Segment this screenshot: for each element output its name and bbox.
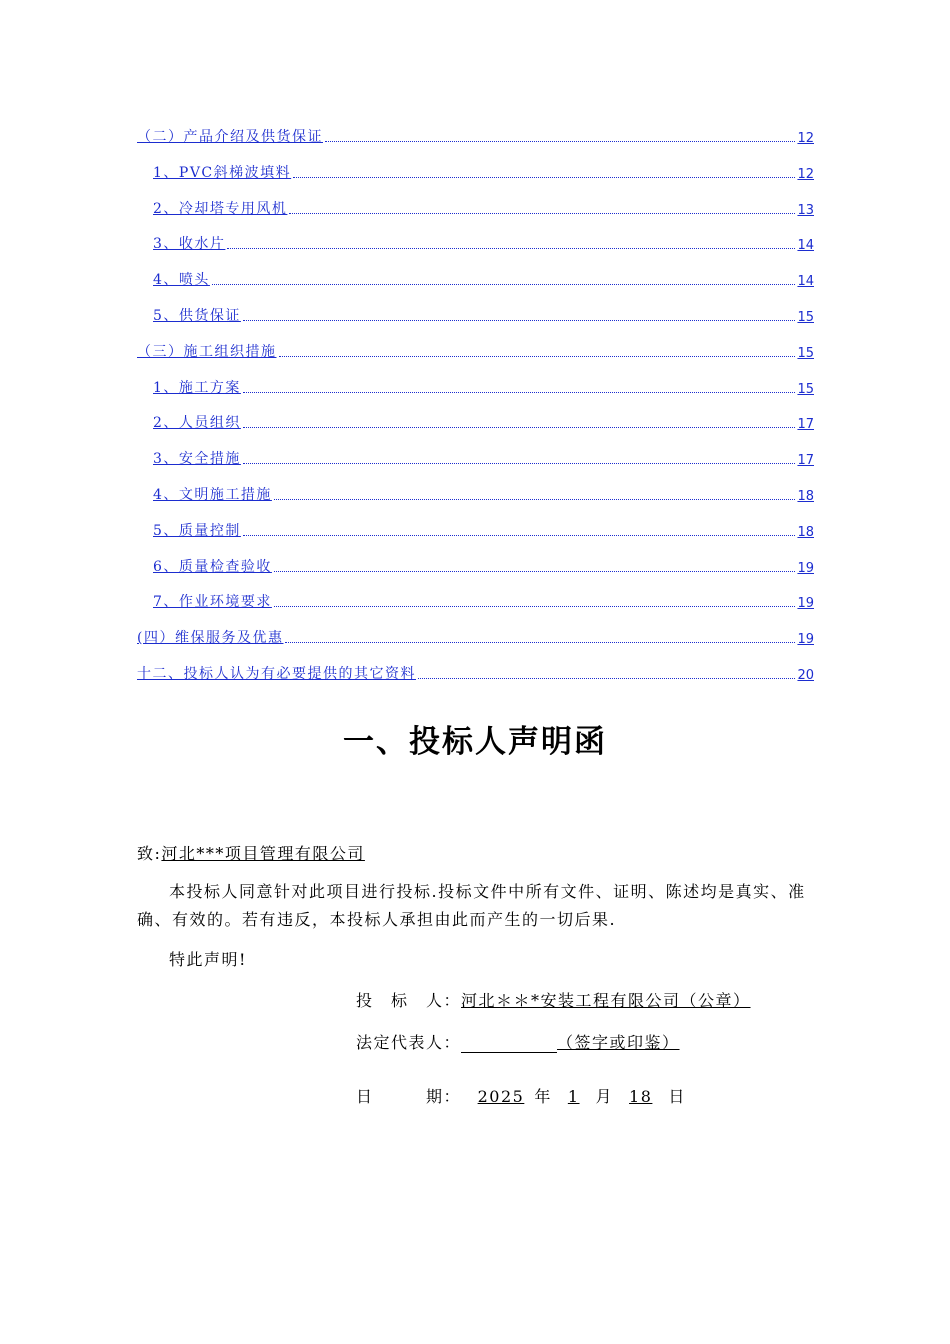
toc-entry[interactable] [137,410,814,432]
toc-entry[interactable] [137,518,814,540]
date-day: 18 [629,1087,653,1106]
toc-entry[interactable] [137,124,814,146]
bidder-line [356,988,751,1011]
toc-entry-page: 17 [797,453,814,469]
toc-entry-page: 19 [797,632,814,648]
toc-leader-dots [285,641,795,643]
date-month: 1 [567,1087,580,1106]
toc-leader-dots [212,283,796,285]
toc-leader-dots [243,426,796,428]
representative-blank [461,1034,557,1053]
toc-entry-label: （三）施工组织措施 [137,343,277,360]
date-line [356,1084,686,1107]
toc-leader-dots [274,570,796,572]
recipient-name: 河北***项目管理有限公司 [161,844,365,863]
toc-entry[interactable] [137,160,814,182]
declaration-text: 特此声明! [169,950,247,969]
toc-entry-label: 2、人员组织 [153,415,241,432]
toc-entry[interactable] [137,267,814,289]
toc-entry[interactable] [137,482,814,504]
toc-entry-label: 1、施工方案 [153,379,241,396]
toc-entry[interactable] [137,589,814,611]
date-year: 2025 [477,1087,525,1106]
section-heading: 一、投标人声明函 [343,724,607,760]
date-month-unit: 月 [595,1087,614,1106]
statement-paragraph: 本投标人同意针对此项目进行投标.投标文件中所有文件、证明、陈述均是真实、准确、有效的。若有违反，本投标人承担由此而产生的一切后果. [137,882,806,929]
toc-leader-dots [243,534,796,536]
toc-leader-dots [227,247,795,249]
toc-leader-dots [274,605,796,607]
representative-value: （签字或印鉴） [557,1033,680,1052]
recipient-line [137,840,365,868]
toc-entry[interactable] [137,446,814,468]
toc-entry[interactable] [137,554,814,576]
toc-entry[interactable] [137,339,814,361]
toc-entry[interactable] [137,231,814,253]
toc-entry-page: 18 [797,524,814,540]
toc-entry-label: 1、PVC斜梯波填料 [153,164,292,181]
toc-entry-page: 15 [797,381,814,397]
toc-entry-page: 13 [797,202,814,218]
toc-entry-page: 12 [797,131,814,146]
toc-leader-dots [325,140,795,142]
toc-entry-label: (四）维保服务及优惠 [137,630,284,647]
toc-entry[interactable] [137,661,814,683]
date-label: 日 期： [356,1087,462,1106]
toc-entry-page: 12 [797,166,814,182]
toc-entry-label: 十二、投标人认为有必要提供的其它资料 [137,666,416,682]
date-year-unit: 年 [534,1087,552,1106]
toc-leader-dots [293,176,795,178]
toc-leader-dots [418,677,795,679]
toc-entry[interactable] [137,375,814,397]
toc-entry-page: 15 [797,310,814,325]
toc-leader-dots [243,391,796,393]
toc-entry-page: 14 [797,274,814,290]
toc-entry-page: 19 [797,596,814,612]
toc-entry-label: 5、供货保证 [153,308,241,324]
toc-entry-label: 2、冷却塔专用风机 [153,200,288,217]
toc-entry-label: 3、安全措施 [153,451,241,468]
toc-entry-label: 7、作业环境要求 [153,594,272,611]
toc-entry[interactable] [137,303,814,325]
bidder-value: 河北＊＊*安装工程有限公司（公章） [461,991,751,1010]
toc-entry-label: 3、收水片 [153,236,226,253]
bidder-label: 投 标 人： [356,991,462,1010]
toc-entry-page: 14 [797,238,814,254]
toc-entry-label: 5、质量控制 [153,522,241,539]
toc-leader-dots [289,212,795,214]
toc-entry-label: 6、质量检查验收 [153,558,272,575]
toc-entry-page: 15 [797,345,814,361]
toc-entry[interactable] [137,625,814,647]
toc-leader-dots [274,498,796,500]
representative-line [356,1030,680,1053]
date-day-unit: 日 [668,1087,686,1106]
toc-entry-page: 20 [797,668,814,683]
toc-leader-dots [279,355,796,357]
toc-entry-label: 4、喷头 [153,272,210,289]
recipient-prefix: 致: [137,844,162,863]
toc-leader-dots [243,462,796,464]
toc-entry-label: 4、文明施工措施 [153,487,272,503]
toc-entry[interactable] [137,196,814,218]
toc-entry-page: 17 [797,417,814,433]
toc-entry-page: 18 [797,489,814,504]
toc-leader-dots [243,319,796,321]
toc-entry-label: （二）产品介绍及供货保证 [137,129,323,145]
representative-label: 法定代表人： [356,1033,462,1052]
toc-entry-page: 19 [797,560,814,576]
